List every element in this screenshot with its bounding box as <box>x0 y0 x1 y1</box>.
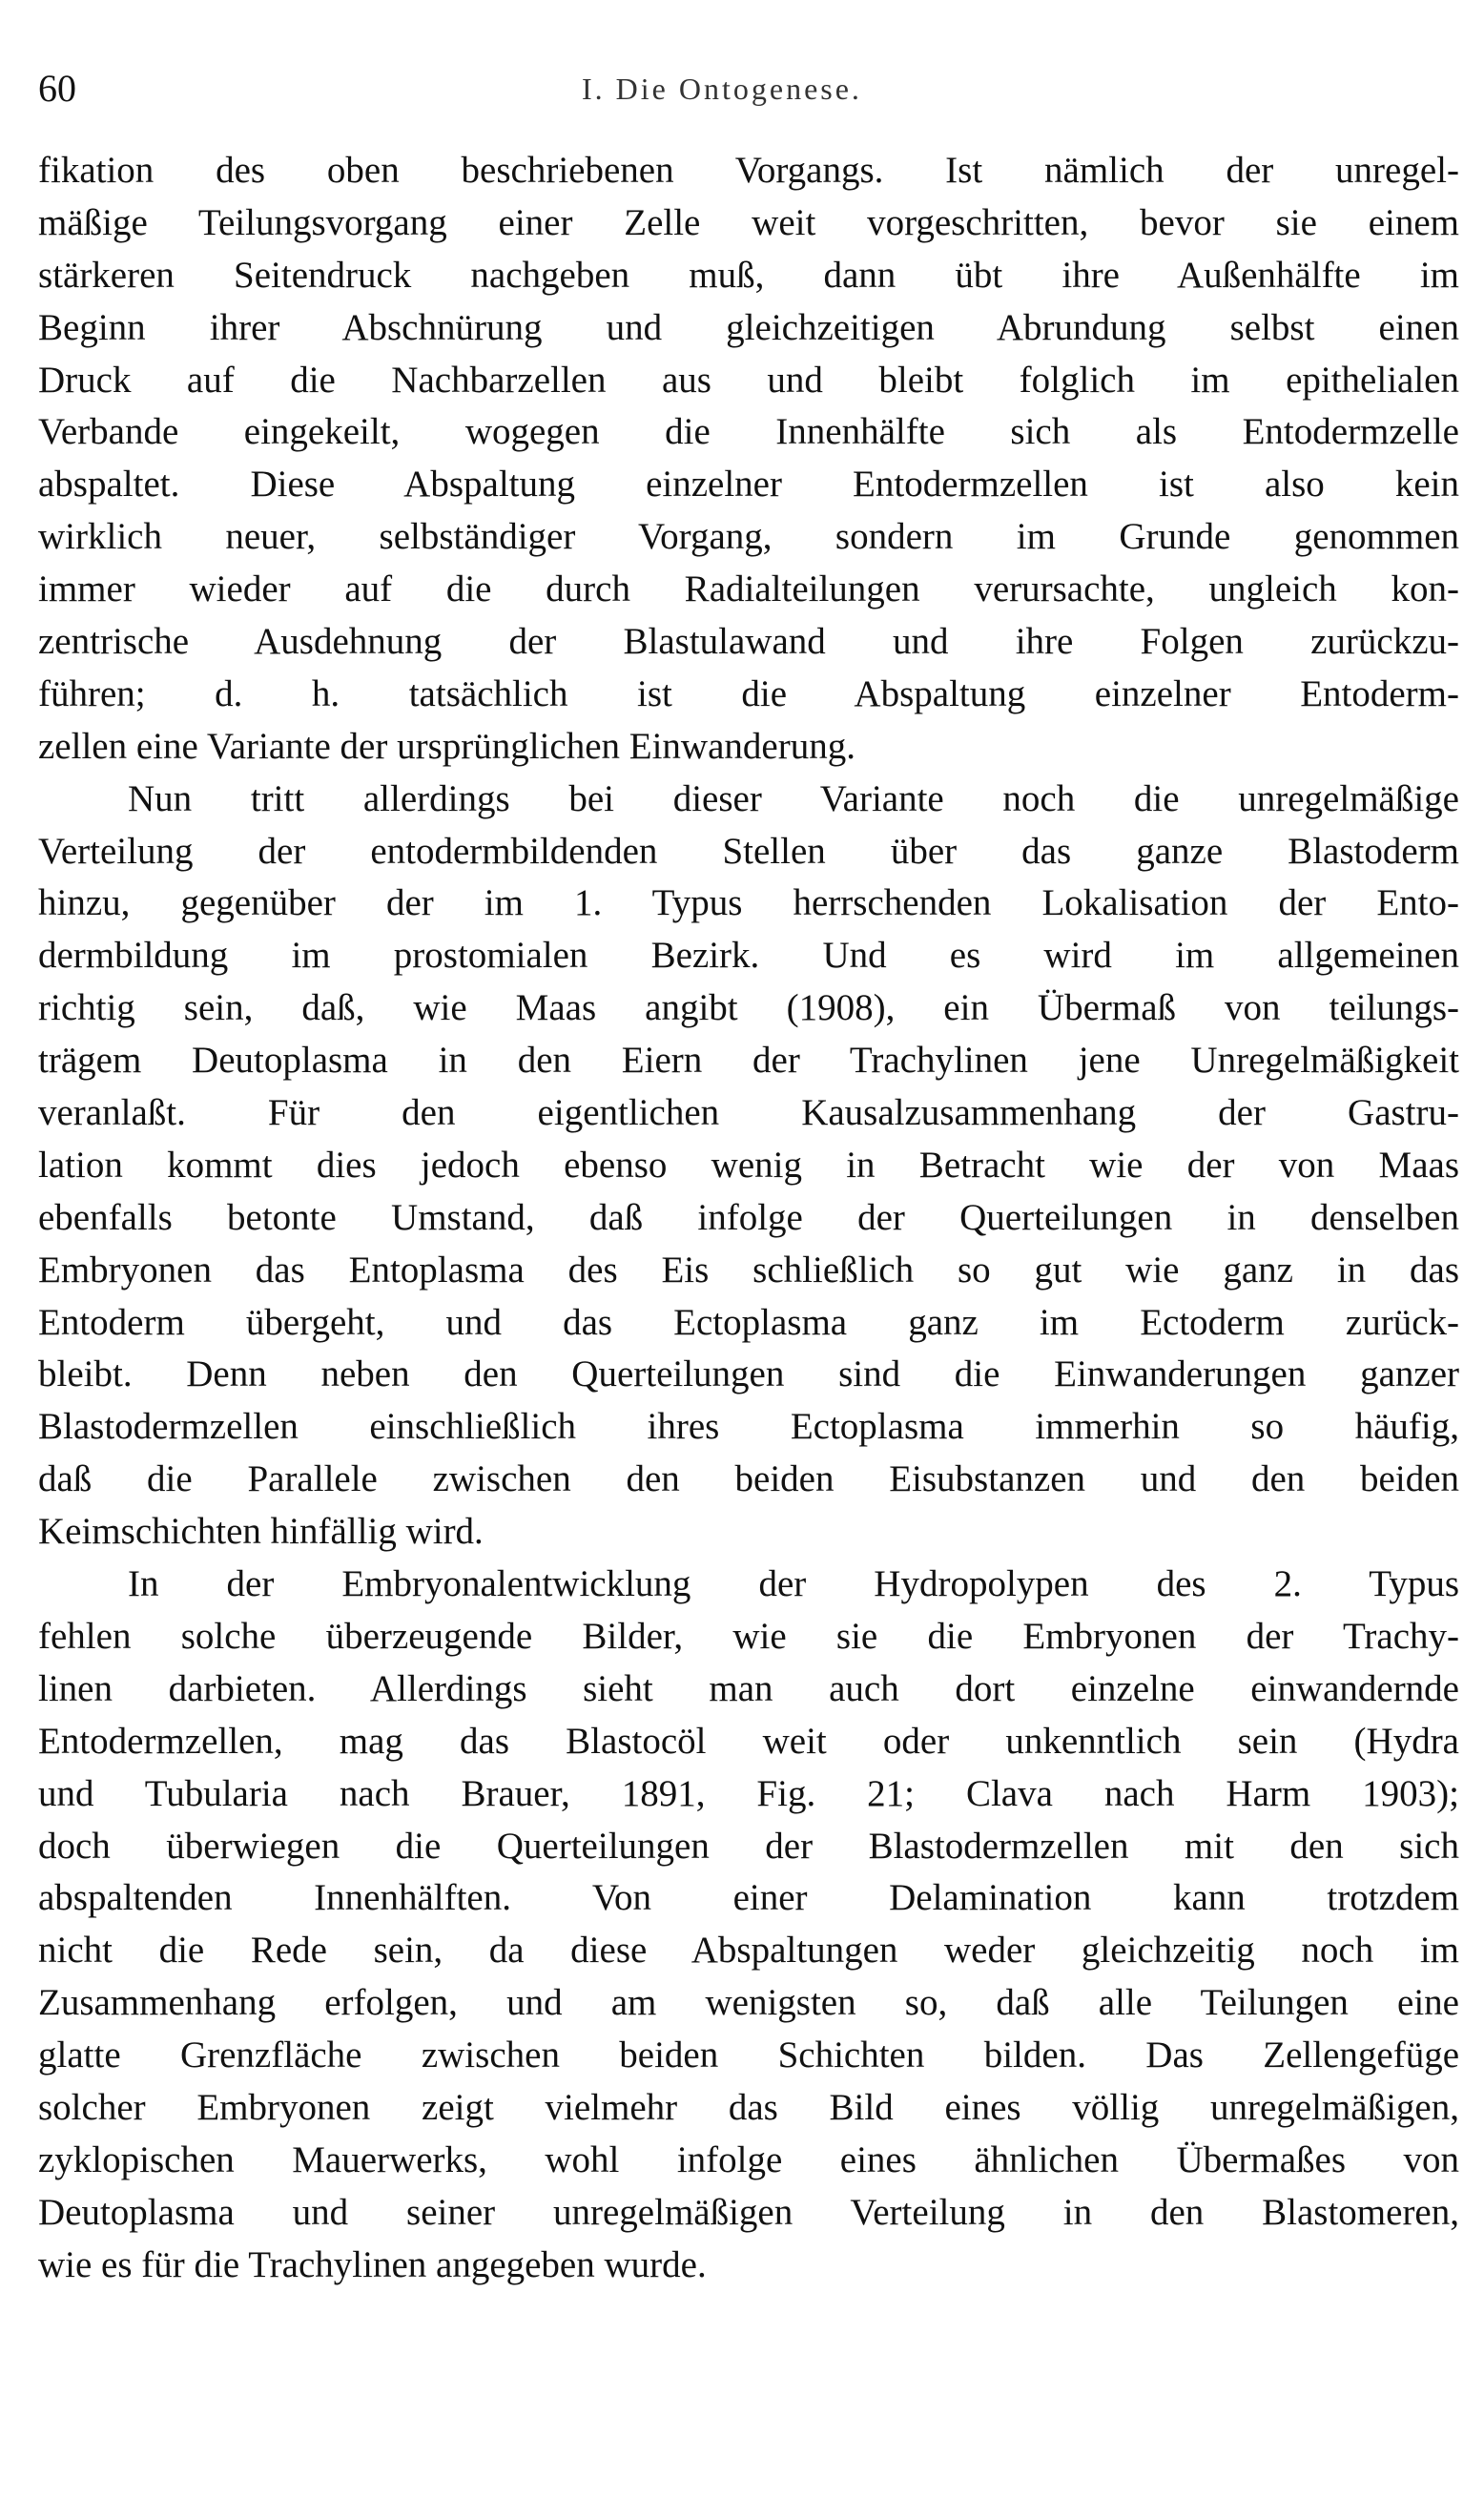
text-line: doch überwiegen die Querteilungen der Blastodermzellen mit den sich <box>38 1825 1459 1867</box>
text-line: abspaltet. Diese Abspaltung einzelner Entodermzellen ist also kein <box>38 464 1459 506</box>
text-line: trägem Deutoplasma in den Eiern der Trachylinen jene Unregelmäßigkeit <box>38 1040 1459 1082</box>
text-line: fikation des oben beschriebenen Vorgangs. Ist nämlich der unregel- <box>38 150 1459 191</box>
text-line: wie es für die Trachylinen angegeben wurde. <box>38 2243 707 2285</box>
text-line: Verteilung der entodermbildenden Stellen über das ganze Blastoderm <box>38 830 1459 872</box>
text-line: Zusammenhang erfolgen, und am wenigsten so, daß alle Teilungen eine <box>38 1982 1459 2024</box>
text-line: und Tubularia nach Brauer, 1891, Fig. 21; Clava nach Harm 1903); <box>38 1772 1459 1814</box>
text-line: glatte Grenzfläche zwischen beiden Schichten bilden. Das Zellengefüge <box>38 2035 1459 2076</box>
body-text <box>38 145 1459 2292</box>
text-line: bleibt. Denn neben den Querteilungen sind die Einwanderungen ganzer <box>38 1353 1459 1395</box>
text-line: hinzu, gegenüber der im 1. Typus herrschenden Lokalisation der Ento- <box>38 882 1459 924</box>
text-line: Entodermzellen, mag das Blastocöl weit oder unkenntlich sein (Hydra <box>38 1720 1459 1762</box>
text-line: mäßige Teilungsvorgang einer Zelle weit vorgeschritten, bevor sie einem <box>38 201 1459 243</box>
text-line: zyklopischen Mauerwerks, wohl infolge eines ähnlichen Übermaßes von <box>38 2138 1459 2180</box>
text-line: zellen eine Variante der ursprünglichen Einwanderung. <box>38 725 855 767</box>
text-line: stärkeren Seitendruck nachgeben muß, dann übt ihre Außenhälfte im <box>38 254 1459 296</box>
text-line: wirklich neuer, selbständiger Vorgang, sondern im Grunde genommen <box>38 516 1459 558</box>
text-line: solcher Embryonen zeigt vielmehr das Bild eines völlig unregelmäßigen, <box>38 2086 1459 2128</box>
text-line: daß die Parallele zwischen den beiden Eisubstanzen und den beiden <box>38 1458 1459 1500</box>
text-line: In der Embryonalentwicklung der Hydropolypen des 2. Typus <box>128 1563 1459 1605</box>
text-line: Blastodermzellen einschließlich ihres Ectoplasma immerhin so häufig, <box>38 1406 1459 1448</box>
page-header <box>38 65 1469 122</box>
running-head: I. Die Ontogenese. <box>582 72 862 106</box>
text-line: veranlaßt. Für den eigentlichen Kausalzusammenhang der Gastru- <box>38 1092 1459 1134</box>
text-line: immer wieder auf die durch Radialteilungen verursachte, ungleich kon- <box>38 568 1459 610</box>
text-line: dermbildung im prostomialen Bezirk. Und es wird im allgemeinen <box>38 935 1459 977</box>
text-line: Embryonen das Entoplasma des Eis schließlich so gut wie ganz in das <box>38 1249 1459 1291</box>
text-line: nicht die Rede sein, da diese Abspaltungen weder gleichzeitig noch im <box>38 1930 1459 1972</box>
text-line: Beginn ihrer Abschnürung und gleichzeitigen Abrundung selbst einen <box>38 306 1459 348</box>
text-line: Nun tritt allerdings bei dieser Variante noch die unregelmäßige <box>128 777 1459 819</box>
page-number: 60 <box>38 67 76 110</box>
text-line: Deutoplasma und seiner unregelmäßigen Verteilung in den Blastomeren, <box>38 2191 1459 2233</box>
text-line: Keimschichten hinfällig wird. <box>38 1511 484 1553</box>
text-line: lation kommt dies jedoch ebenso wenig in Betracht wie der von Maas <box>38 1144 1459 1186</box>
text-line: Verbande eingekeilt, wogegen die Innenhälfte sich als Entodermzelle <box>38 411 1459 453</box>
text-line: fehlen solche überzeugende Bilder, wie sie die Embryonen der Trachy- <box>38 1615 1459 1657</box>
text-line: ebenfalls betonte Umstand, daß infolge der Querteilungen in denselben <box>38 1196 1459 1238</box>
text-line: richtig sein, daß, wie Maas angibt (1908), ein Übermaß von teilungs- <box>38 987 1459 1029</box>
text-line: linen darbieten. Allerdings sieht man auch dort einzelne einwandernde <box>38 1667 1459 1709</box>
text-line: Entoderm übergeht, und das Ectoplasma ganz im Ectoderm zurück- <box>38 1301 1459 1343</box>
text-line: abspaltenden Innenhälften. Von einer Delamination kann trotzdem <box>38 1877 1459 1919</box>
text-line: führen; d. h. tatsächlich ist die Abspaltung einzelner Entoderm- <box>38 672 1459 714</box>
text-line: Druck auf die Nachbarzellen aus und bleibt folglich im epithelialen <box>38 359 1459 401</box>
text-line: zentrische Ausdehnung der Blastulawand und ihre Folgen zurückzu- <box>38 621 1459 663</box>
